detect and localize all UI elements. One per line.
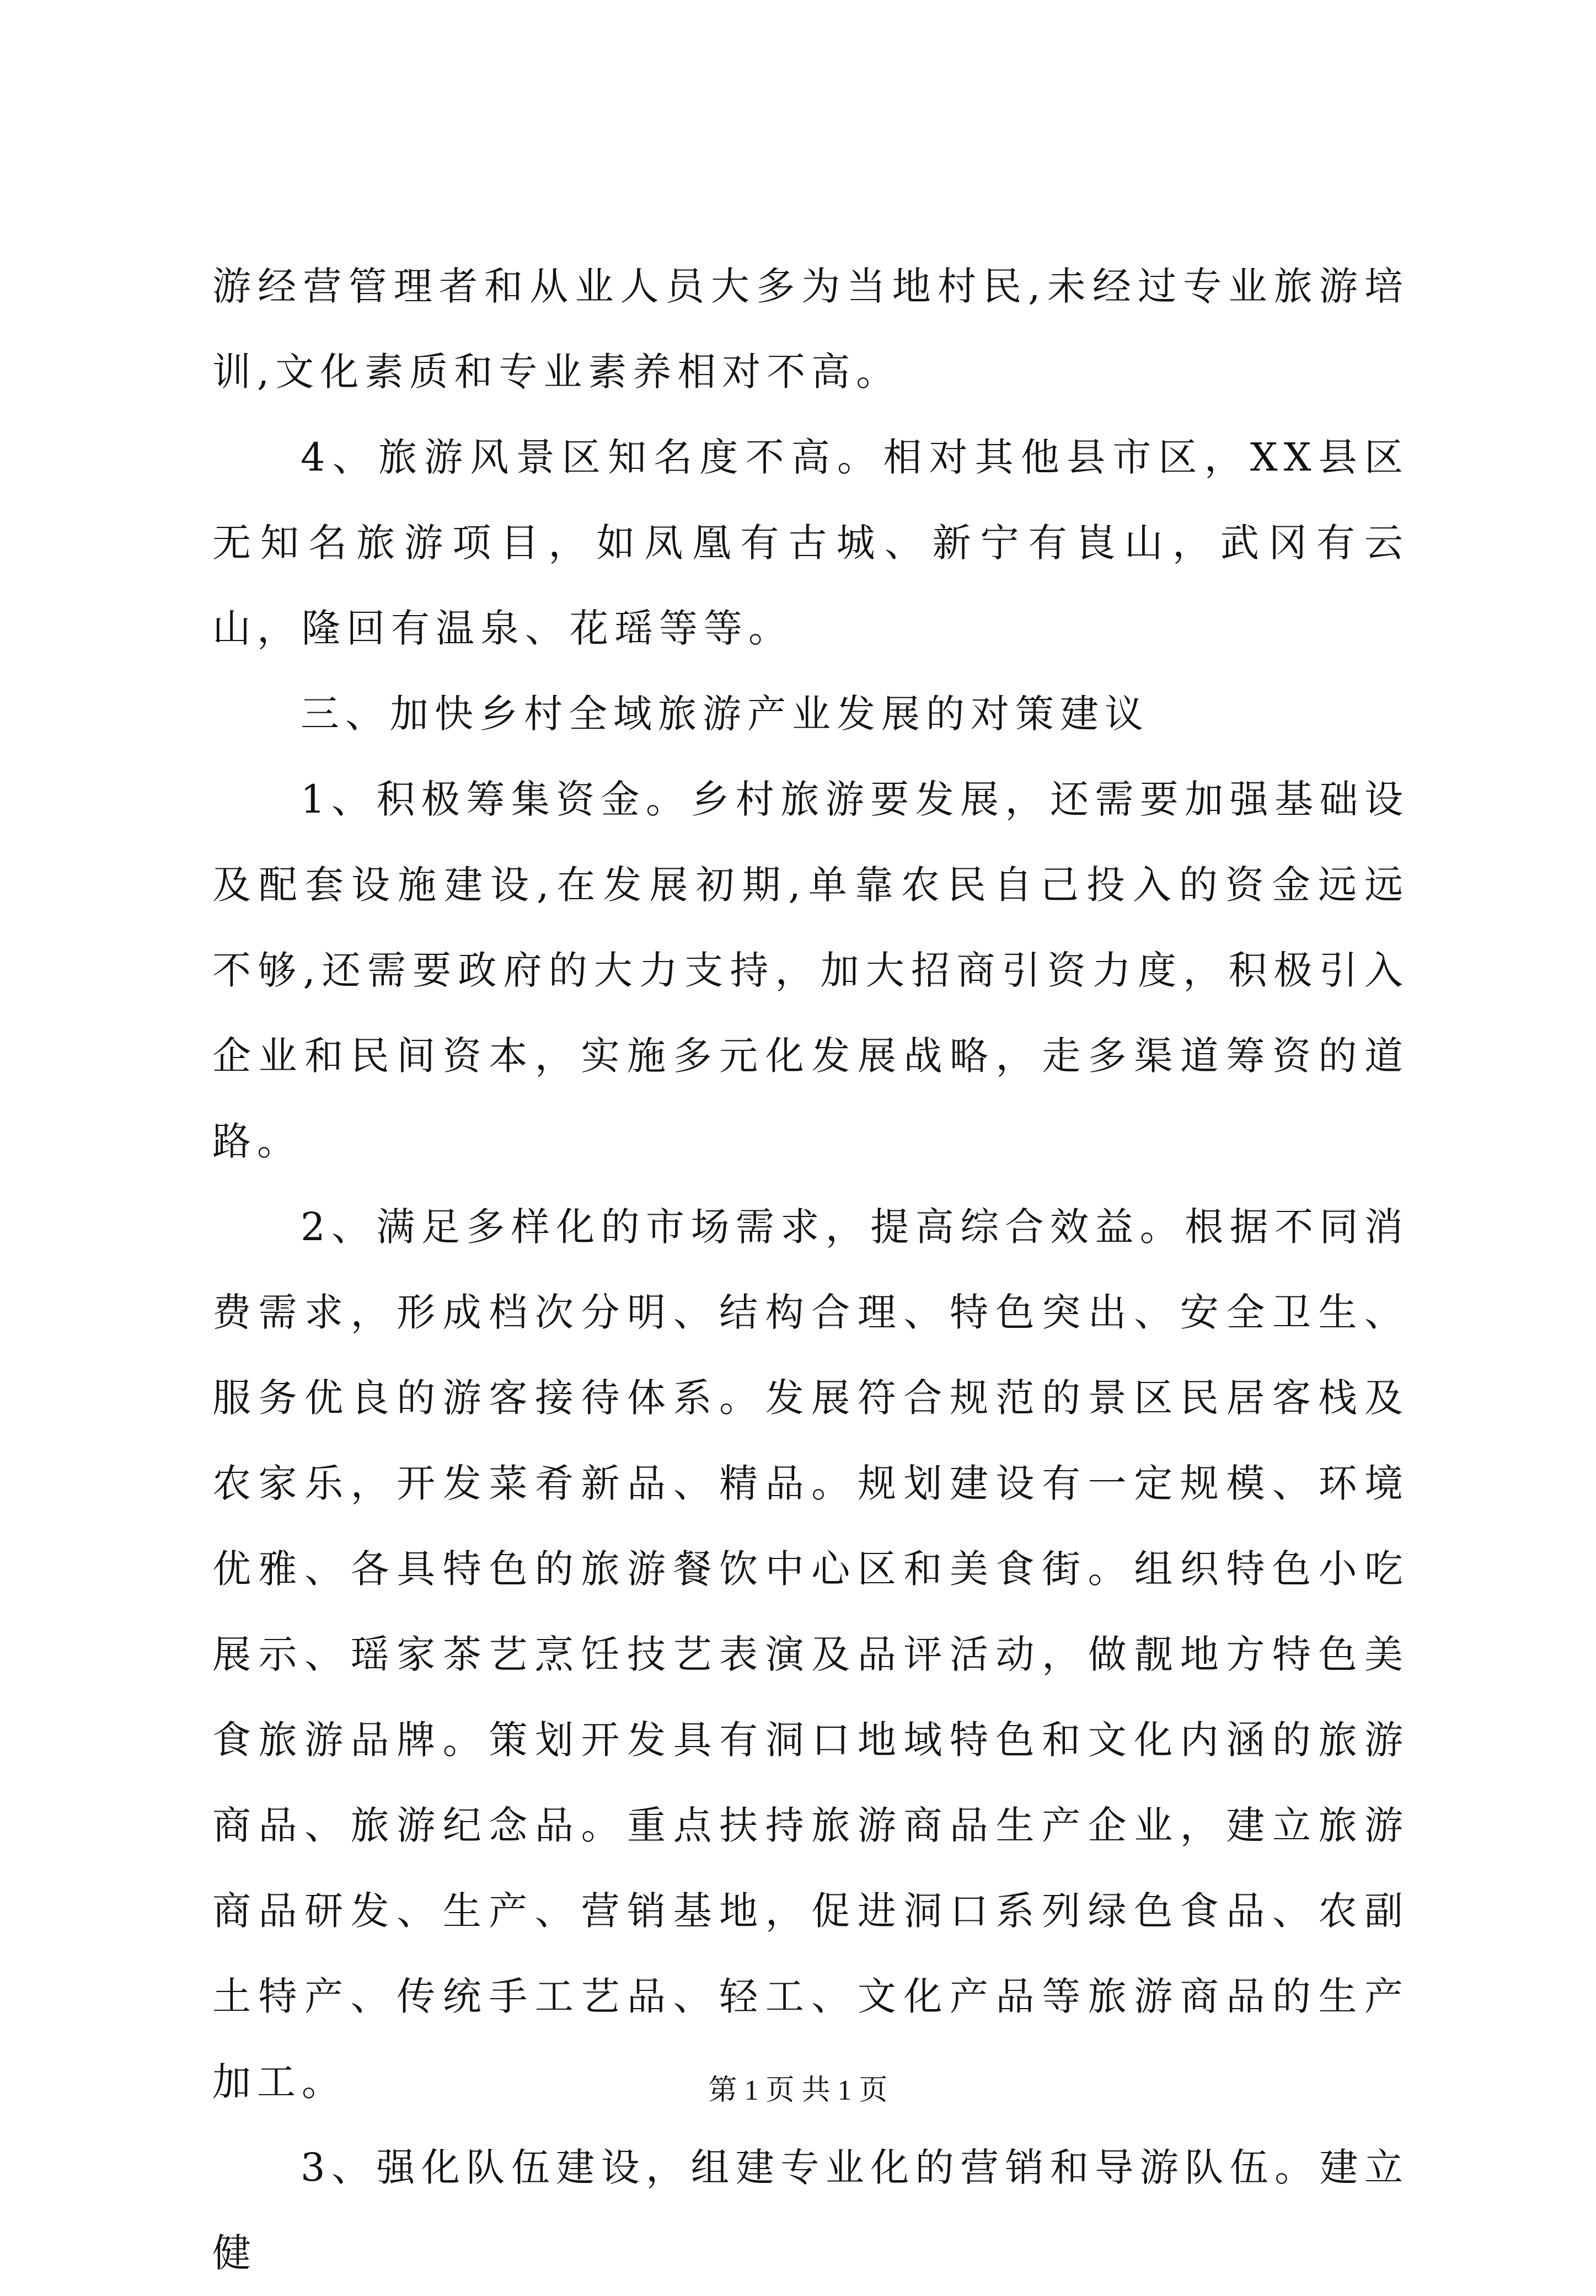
page-footer: 第 1 页 共 1 页 <box>708 2075 888 2106</box>
paragraph-item-1: 1、积极筹集资金。乡村旅游要发展，还需要加强基础设及配套设施建设,在发展初期,单靠农民自己投入的资金远远不够,还需要政府的大力支持，加大招商引资力度，积极引入企业和民间资本，实施多元化发展战略，走多渠道筹资的道路。 <box>212 777 1409 1164</box>
section-heading: 三、加快乡村全域旅游产业发展的对策建议 <box>301 691 1149 736</box>
paragraph-continuation: 游经营管理者和从业人员大多为当地村民,未经过专业旅游培训,文化素质和专业素养相对不高。 <box>212 264 1409 394</box>
paragraph-item-3: 3、强化队伍建设，组建专业化的营销和导游队伍。建立健 <box>212 2145 1409 2276</box>
document-body <box>212 244 1409 2296</box>
paragraph-item-4: 4、旅游风景区知名度不高。相对其他县市区，XX县区无知名旅游项目，如凤凰有古城、新宁有崀山，武冈有云山，隆回有温泉、花瑶等等。 <box>212 435 1409 651</box>
paragraph-item-2: 2、满足多样化的市场需求，提高综合效益。根据不同消费需求，形成档次分明、结构合理、特色突出、安全卫生、服务优良的游客接待体系。发展符合规范的景区民居客栈及农家乐，开发菜肴新品、精品。规划建设有一定规模、环境优雅、各具特色的旅游餐饮中心区和美食街。组织特色小吃展示、瑶家茶艺烹饪技艺表演及品评活动，做靓地方特色美食旅游品牌。策划开发具有洞口地域特色和文化内涵的旅游商品、旅游纪念品。重点扶持旅游商品生产企业，建立旅游商品研发、生产、营销基地，促进洞口系列绿色食品、农副土特产、传统手工艺品、轻工、文化产品等旅游商品的生产加工。 <box>212 1204 1409 2105</box>
